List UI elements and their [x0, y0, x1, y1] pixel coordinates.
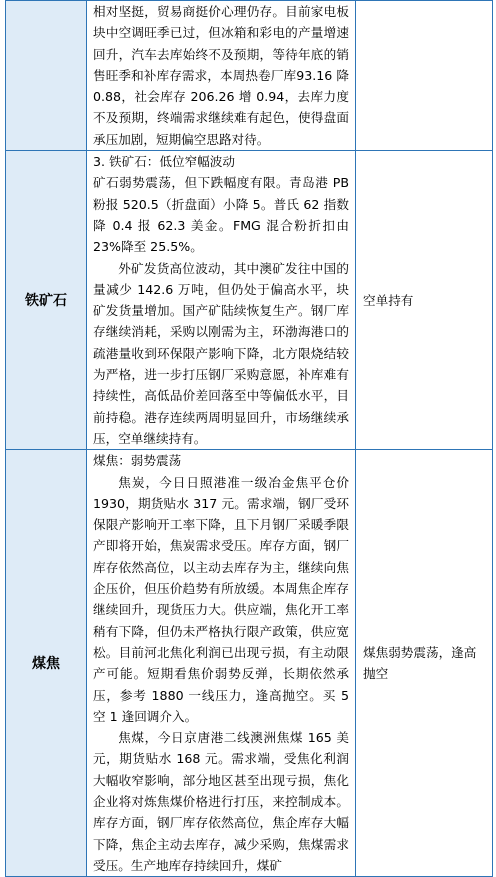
analysis-paragraph: 外矿发货高位波动，其中澳矿发往中国的量减少 142.6 万吨，但仍处于偏高水平，块矿发货量增加。国产矿陆续恢复生产。钢厂库存继续消耗，采购以刚需为主，环渤海港口的疏港量收到环保限产影响下降，北方限烧结较为严格，进一步打压钢厂采购意愿，补库难有持续性，高低品价差回落至中等偏低水平，目前持稳。港存连续两周明显回升，市场继续承压，空单继续持有。: [93, 260, 349, 446]
view-text-iron-ore: 空单持有: [363, 292, 414, 308]
table-row-iron-ore: [6, 151, 493, 450]
view-cell: [356, 151, 493, 450]
analysis-paragraph-coking-coal: 焦煤，今日京唐港二线澳洲焦煤 165 美元，期货贴水 168 元。需求端，受焦化利润大幅收窄影响，部分地区甚至出现亏损，焦化企业将对炼焦煤价格进行打压，来控制成本。库存方面，钢厂库存依然高位，焦企库存大幅下降，焦企主动去库存，减少采购，焦煤需求受压。生产地库存持续回升，煤矿: [93, 730, 349, 873]
table-row-coal-coke: [6, 450, 493, 877]
view-cell: [356, 1, 493, 151]
row-label-cell: [6, 1, 87, 151]
view-text-coal-coke: 煤焦弱势震荡，逢高抛空: [363, 645, 477, 682]
analysis-paragraph: 相对坚挺，贸易商挺价心理仍存。目前家电板块中空调旺季已过，但冰箱和彩电的产量增速回升，汽车去库始终不及预期，等待年底的销售旺季和补库存需求，本周热卷厂库93.16 降 0.88，社会库存 206.26 增 0.94，去库力度不及预期，终端需求继续难有起色，使得盘面承压加剧，短期偏空思路对待。: [93, 4, 349, 147]
view-cell: [356, 450, 493, 877]
analysis-paragraph: 矿石弱势震荡，但下跌幅度有限。青岛港 PB 粉报 520.5（折盘面）小降 5。普氏 62 指数降 0.4 报 62.3 美金。FMG 混合粉折扣由 23%降至 25.5%。: [93, 175, 349, 255]
row-label-iron-ore: 铁矿石: [25, 293, 67, 310]
table-row-steel-continued: [6, 1, 493, 151]
row-label-cell: [6, 450, 87, 877]
analysis-cell: [87, 151, 356, 450]
row-label-coal-coke: 煤焦: [32, 656, 60, 673]
section-heading: 3. 铁矿石：低位窄幅波动: [93, 154, 235, 170]
analysis-cell: [87, 1, 356, 151]
commodity-analysis-table: [5, 0, 493, 877]
analysis-paragraph-coke: 焦炭，今日日照港准一级冶金焦平仓价 1930，期货贴水 317 元。需求端，钢厂受环保限产影响开工率下降，且下月钢厂采暖季限产即将开始，焦炭需求受压。库存方面，钢厂库存依然高位，以主动去库存为主，继续向焦企压价，但压价趋势有所放缓。本周焦企库存继续回升，现货压力大。供应端，焦化开工率稍有下降，但仍未严格执行限产政策，供应宽松。目前河北焦化利润已出现亏损，有主动限产可能。短期看焦价弱势反弹，长期依然承压，参考 1880 一线压力，逢高抛空。买 5 空 1 逢回调介入。: [93, 474, 349, 724]
row-label-cell: [6, 151, 87, 450]
section-heading: 煤焦：弱势震荡: [93, 453, 182, 469]
analysis-cell: [87, 450, 356, 877]
